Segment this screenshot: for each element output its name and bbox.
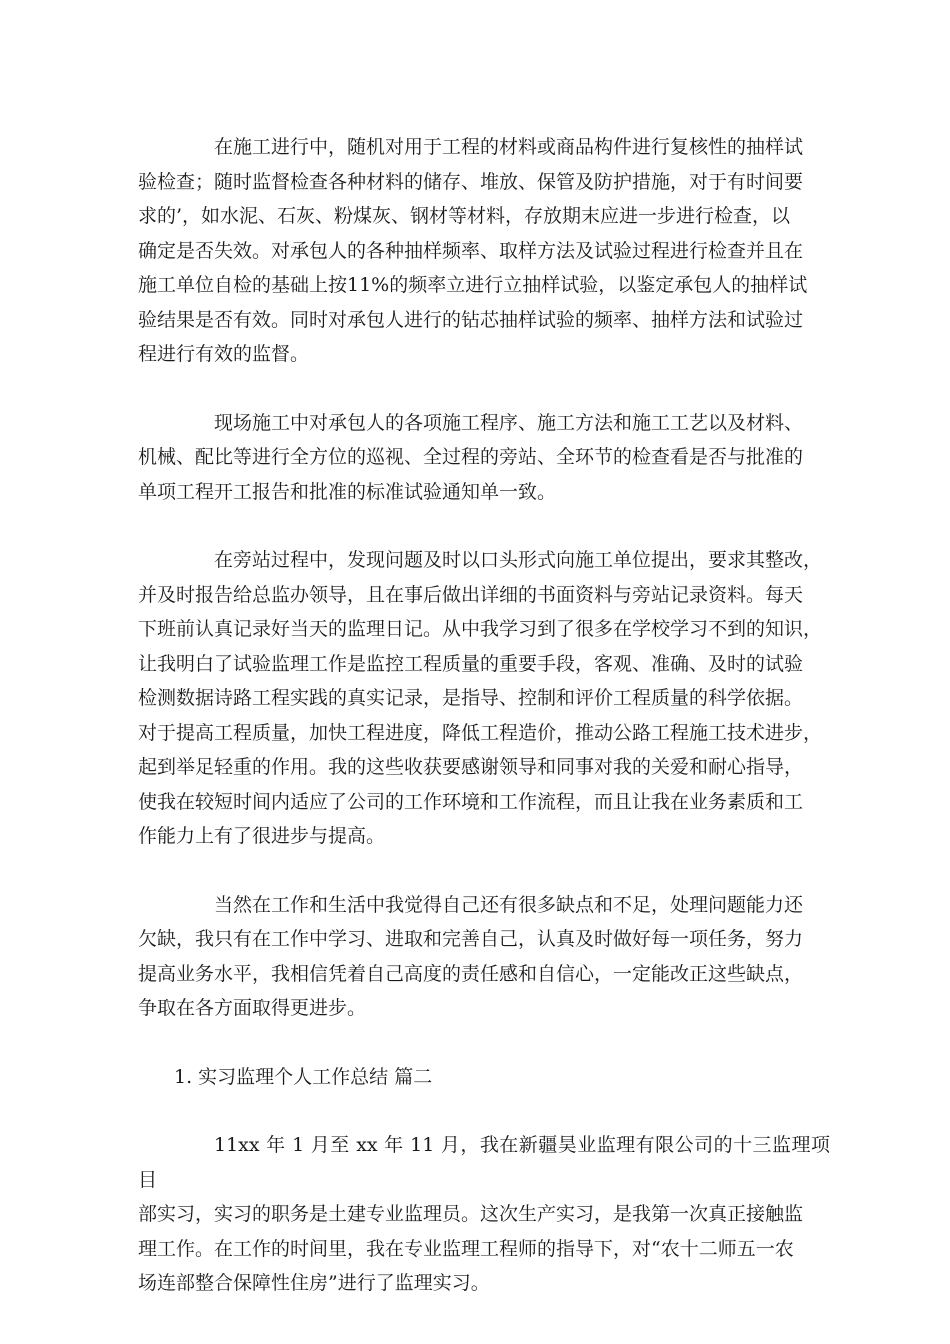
paragraph-5: 11xx 年 1 月至 xx 年 11 月，我在新疆昊业监理有限公司的十三监理项目 部实习，实习的职务是土建专业监理员。这次生产实习，是我第一次真正接触监 理工作。在工作的时间里，我在专业监理工程师的指导下，对“农十二师五一农 场连部整合保障性住房”进行了监理实习。 xyxy=(138,1134,830,1294)
paragraph-4: 当然在工作和生活中我觉得自己还有很多缺点和不足，处理问题能力还 欠缺，我只有在工作中学习、进取和完善自己，认真及时做好每一项任务，努力 提高业务水平，我相信凭着自己高度的责任感和自信心，一定能改正这些缺点， 争取在各方面取得更进步。 xyxy=(138,893,804,1019)
paragraph-3: 在旁站过程中，发现问题及时以口头形式向施工单位提出，要求其整改， 并及时报告给总监办领导，且在事后做出详细的书面资料与旁站记录资料。每天 下班前认真记录好当天的监理日记。从中我学习到了很多在学校学习不到的知识， 让我明白了试验监理工作是监控工程质量的重要手段，客观、准确、及时的试验 检测数据诗路工程实践的真实记录，是指导、控制和评价工程质量的科学依据。 对于提高工程质量，加快工程进度，降低工程造价，推动公路工程施工技术进步， 起到举足轻重的作用。我的这些收获要感谢领导和同事对我的关爱和耐心指导， 使我在较短时间内适应了公司的工作环境和工作流程，而且让我在业务素质和工 作能力上有了很进步与提高。 xyxy=(138,549,823,847)
document-body xyxy=(138,130,830,1335)
paragraph-1: 在施工进行中，随机对用于工程的材料或商品构件进行复核性的抽样试 验检查；随时监督检查各种材料的储存、堆放、保管及防护措施，对于有时间要 求的’，如水泥、石灰、粉煤灰、钢材等材料，存放期末应进一步进行检查，以 确定是否失效。对承包人的各种抽样频率、取样方法及试验过程进行检查并且在 施工单位自检的基础上按11%的频率立进行立抽样试验，以鉴定承包人的抽样试 验结果是否有效。同时对承包人进行的钻芯抽样试验的频率、抽样方法和试验过 程进行有效的监督。 xyxy=(138,136,808,365)
paragraph-2: 现场施工中对承包人的各项施工程序、施工方法和施工工艺以及材料、 机械、配比等进行全方位的巡视、全过程的旁站、全环节的检查看是否与批准的 单项工程开工报告和批准的标准试验通知单一致。 xyxy=(138,411,804,503)
section-heading: 1. 实习监理个人工作总结 篇二 xyxy=(174,1065,433,1088)
